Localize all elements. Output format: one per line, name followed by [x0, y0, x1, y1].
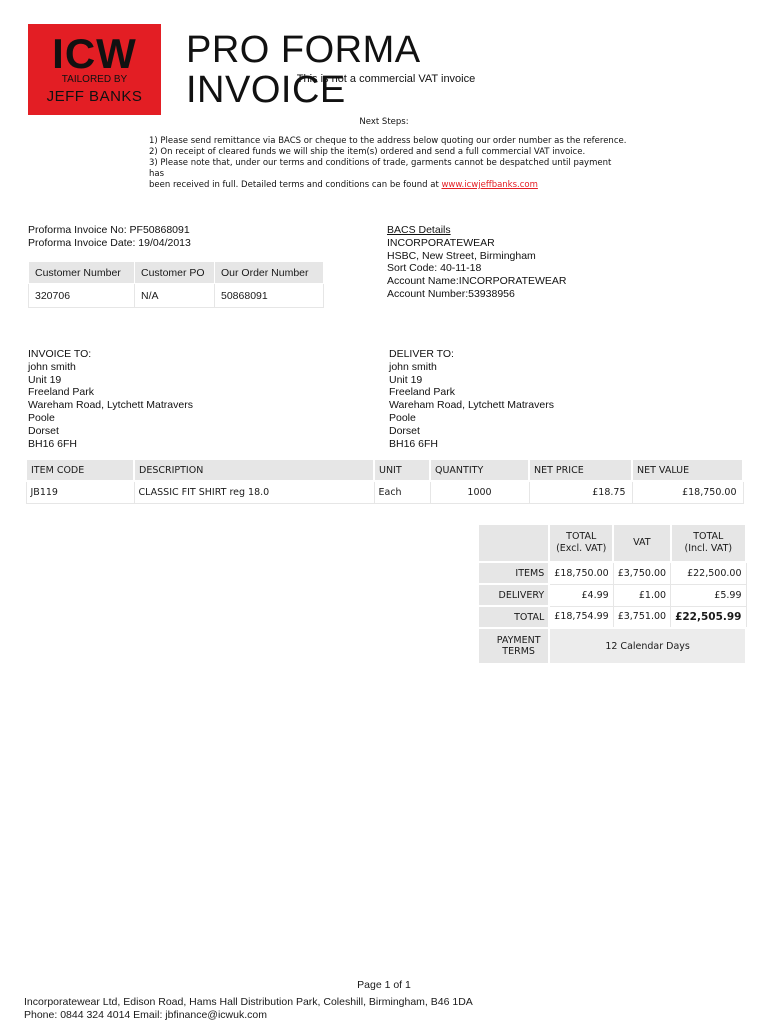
- footer: [24, 996, 473, 1022]
- items-header-unit: UNIT: [374, 459, 430, 481]
- address-line: Wareham Road, Lytchett Matravers: [28, 399, 193, 412]
- ref-order-number: 50868091: [215, 284, 324, 308]
- bacs-title: BACS Details: [387, 224, 451, 236]
- totals-corner: [478, 524, 549, 562]
- totals-header-incl: TOTAL (Incl. VAT): [671, 524, 746, 562]
- next-steps-title: Next Steps:: [359, 117, 409, 127]
- logo-name-text: JEFF BANKS: [46, 88, 143, 105]
- item-code: JB119: [26, 481, 134, 503]
- table-row: [478, 606, 746, 628]
- ref-header-customer-po: Customer PO: [135, 262, 215, 284]
- item-net-price: £18.75: [529, 481, 632, 503]
- item-quantity: 1000: [430, 481, 529, 503]
- bacs-line: Account Number:53938956: [387, 287, 515, 300]
- address-line: BH16 6FH: [28, 437, 78, 450]
- address-line: Wareham Road, Lytchett Matravers: [389, 399, 554, 412]
- address-line: Poole: [389, 411, 416, 424]
- totals-total-vat: £3,751.00: [613, 606, 670, 628]
- address-line: Freeland Park: [389, 386, 455, 399]
- page-number: Page 1 of 1: [357, 979, 411, 991]
- table-row: [478, 562, 746, 584]
- ref-customer-number: 320706: [29, 284, 135, 308]
- item-unit: Each: [374, 481, 430, 503]
- totals-header-excl: TOTAL (Excl. VAT): [549, 524, 613, 562]
- totals-total-label: TOTAL: [478, 606, 549, 628]
- logo-main-text: ICW: [52, 30, 137, 77]
- invoice-to-title: INVOICE TO:: [28, 348, 92, 360]
- table-row: [26, 481, 743, 503]
- next-step-3-cont: [149, 180, 629, 191]
- page-title: PRO FORMA INVOICE: [186, 29, 419, 111]
- ref-header-customer-number: Customer Number: [29, 262, 135, 284]
- bacs-line: Sort Code: 40-11-18: [387, 262, 482, 275]
- address-line: Freeland Park: [28, 386, 94, 399]
- bacs-details: [387, 224, 687, 301]
- totals-header-vat: VAT: [613, 524, 670, 562]
- next-step-2: 2) On receipt of cleared funds we will ship the item(s) ordered and send a full commercial VAT invoice.: [149, 147, 586, 157]
- footer-address: Incorporatewear Ltd, Edison Road, Hams Hall Distribution Park, Coleshill, Birmingham, B46 1DA: [24, 996, 473, 1008]
- table-row: [29, 284, 324, 308]
- totals-delivery-vat: £1.00: [613, 584, 670, 606]
- totals-total-excl: £18,754.99: [549, 606, 613, 628]
- totals-items-vat: £3,750.00: [613, 562, 670, 584]
- footer-contact: Phone: 0844 324 4014 Email: jbfinance@icwuk.com: [24, 1009, 267, 1021]
- items-header-net-value: NET VALUE: [632, 459, 743, 481]
- totals-items-incl: £22,500.00: [671, 562, 746, 584]
- totals-items-excl: £18,750.00: [549, 562, 613, 584]
- totals-table: [477, 523, 747, 665]
- payment-terms-label: PAYMENT TERMS: [478, 628, 549, 664]
- logo-sub-text: TAILORED BY: [61, 74, 128, 85]
- next-step-3-text: been received in full. Detailed terms and conditions can be found at: [149, 180, 442, 190]
- items-header-description: DESCRIPTION: [134, 459, 374, 481]
- items-header-net-price: NET PRICE: [529, 459, 632, 481]
- address-line: BH16 6FH: [389, 437, 439, 450]
- terms-link[interactable]: www.icwjeffbanks.com: [441, 180, 538, 190]
- invoice-number: Proforma Invoice No: PF50868091: [28, 224, 190, 236]
- company-logo: [28, 24, 161, 115]
- totals-total-incl: £22,505.99: [671, 606, 746, 628]
- deliver-to-address: [389, 348, 689, 450]
- address-line: Poole: [28, 411, 55, 424]
- ref-customer-po: N/A: [135, 284, 215, 308]
- invoice-to-address: [28, 348, 328, 450]
- items-table: [25, 458, 744, 504]
- totals-delivery-incl: £5.99: [671, 584, 746, 606]
- table-row: [478, 584, 746, 606]
- address-line: Dorset: [28, 424, 59, 437]
- next-step-1: 1) Please send remittance via BACS or cheque to the address below quoting our order number as the reference.: [149, 136, 627, 146]
- reference-table: [28, 261, 324, 308]
- address-line: john smith: [389, 360, 437, 373]
- address-line: john smith: [28, 360, 76, 373]
- next-steps-list: [149, 136, 629, 191]
- items-header-code: ITEM CODE: [26, 459, 134, 481]
- address-line: Unit 19: [389, 373, 423, 386]
- items-header-quantity: QUANTITY: [430, 459, 529, 481]
- totals-delivery-excl: £4.99: [549, 584, 613, 606]
- table-row: [478, 628, 746, 664]
- totals-delivery-label: DELIVERY: [478, 584, 549, 606]
- deliver-to-title: DELIVER TO:: [389, 348, 454, 360]
- bacs-line: Account Name:INCORPORATEWEAR: [387, 275, 567, 288]
- page-subtitle: This is not a commercial VAT invoice: [296, 73, 476, 85]
- address-line: Dorset: [389, 424, 420, 437]
- totals-items-label: ITEMS: [478, 562, 549, 584]
- bacs-line: INCORPORATEWEAR: [387, 236, 495, 249]
- item-net-value: £18,750.00: [632, 481, 743, 503]
- item-description: CLASSIC FIT SHIRT reg 18.0: [134, 481, 374, 503]
- invoice-info: [28, 224, 358, 250]
- next-step-3: 3) Please note that, under our terms and conditions of trade, garments cannot be despatched until payment has: [149, 158, 612, 179]
- bacs-line: HSBC, New Street, Birmingham: [387, 249, 536, 262]
- invoice-date: Proforma Invoice Date: 19/04/2013: [28, 236, 191, 249]
- address-line: Unit 19: [28, 373, 62, 386]
- payment-terms-value: 12 Calendar Days: [549, 628, 746, 664]
- ref-header-order-number: Our Order Number: [215, 262, 324, 284]
